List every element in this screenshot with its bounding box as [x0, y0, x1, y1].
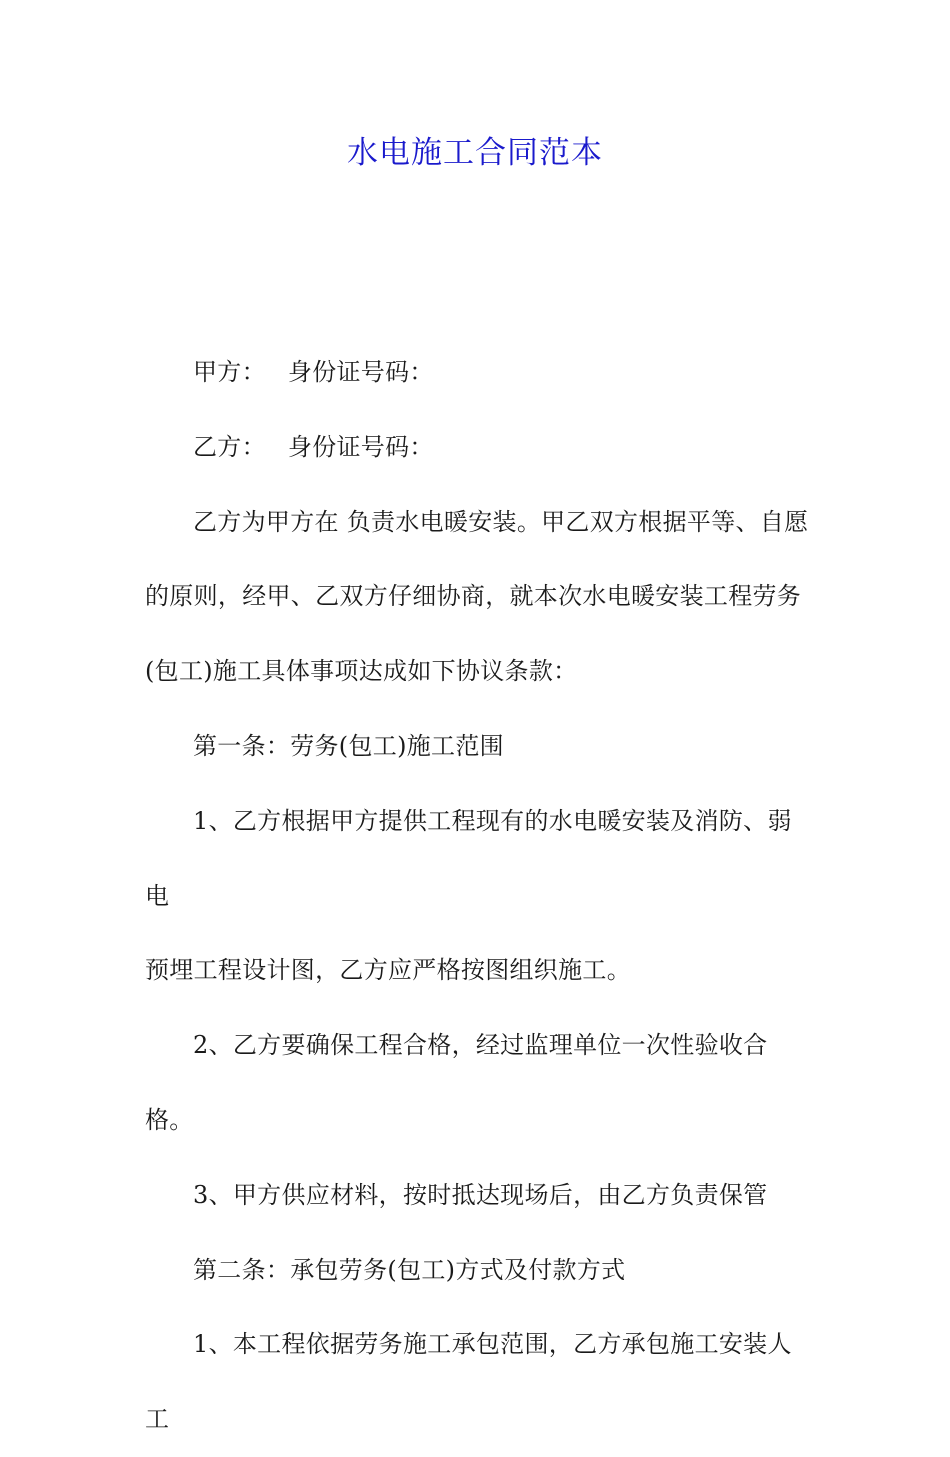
party-a-label: 甲方： — [193, 358, 266, 386]
paragraph-line: 3、甲方供应材料，按时抵达现场后，由乙方负责保管 — [193, 1180, 768, 1209]
party-b-id-label: 身份证号码： — [287, 432, 434, 461]
party-b-label: 乙方： — [193, 432, 266, 461]
party-b-line — [145, 410, 810, 485]
paragraph-line: 1、乙方根据甲方提供工程现有的水电暖安装及消防、弱电 — [145, 806, 792, 910]
paragraph-line: 乙方为甲方在 负责水电暖安装。甲乙双方根据平等、自愿 — [193, 507, 809, 536]
section-heading: 第二条：承包劳务(包工)方式及付款方式 — [193, 1255, 626, 1284]
paragraph-line: 2、乙方要确保工程合格，经过监理单位一次性验收合格。 — [145, 1031, 768, 1134]
paragraph-line: 的原则，经甲、乙双方仔细协商，就本次水电暖安装工程劳务 — [145, 582, 802, 611]
party-a-line — [145, 335, 810, 410]
paragraph-line: 1、本工程依据劳务施工承包范围，乙方承包施工安装人工 — [145, 1330, 792, 1434]
party-a-id-label: 身份证号码： — [287, 358, 434, 386]
document-body — [145, 335, 810, 1457]
document-title: 水电施工合同范本 — [347, 135, 603, 171]
section-heading: 第一条：劳务(包工)施工范围 — [193, 731, 504, 760]
paragraph-line: (包工)施工具体事项达成如下协议条款： — [145, 657, 578, 686]
paragraph-line: 预埋工程设计图，乙方应严格按图组织施工。 — [145, 956, 631, 985]
